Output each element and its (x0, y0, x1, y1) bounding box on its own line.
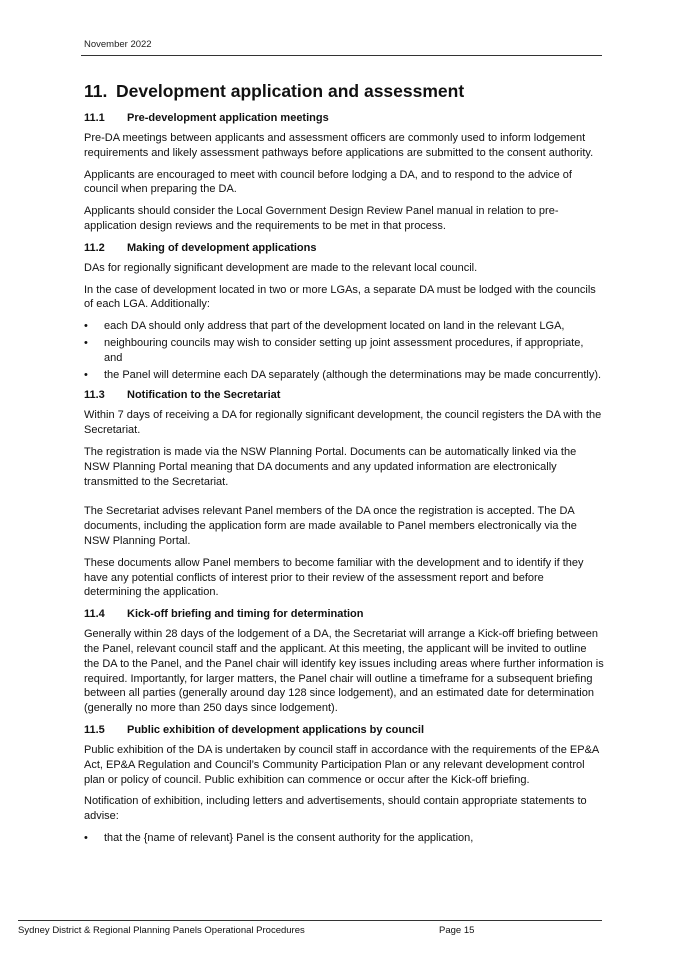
paragraph: Applicants should consider the Local Government Design Review Panel manual in relation to pre-application design reviews and the requirements to be met in that process. (84, 205, 559, 232)
list-item: • each DA should only address that part of the development located on land in the relevant LGA, (84, 320, 565, 333)
footer-divider (18, 920, 602, 921)
section-title: Making of development applications (127, 241, 317, 254)
list-item: • neighbouring councils may wish to consider setting up joint assessment procedures, if appropriate, and (84, 336, 584, 364)
section-heading-11-5 (84, 723, 604, 738)
list-item: • that the {name of relevant} Panel is the consent authority for the application, (84, 831, 474, 844)
bullet-icon: • (84, 336, 88, 349)
bullet-icon: • (84, 831, 88, 844)
footer-document-title: Sydney District & Regional Planning Panels Operational Procedures (18, 925, 305, 936)
section-heading-11-1 (84, 111, 604, 126)
section-number: 11.1 (84, 112, 105, 124)
bullet-list (84, 319, 604, 382)
section-heading-11-2 (84, 241, 604, 256)
section-number: 11.3 (84, 389, 105, 402)
section-heading-11-4 (84, 607, 604, 622)
section-number: 11.4 (84, 608, 105, 621)
paragraph: Notification of exhibition, including letters and advertisements, should contain appropriate statements to advise: (84, 795, 587, 823)
list-item: • the Panel will determine each DA separately (although the determinations may be made concurrently). (84, 368, 602, 381)
paragraph: These documents allow Panel members to become familiar with the development and to identify if they have any potential conflicts of interest prior to their review of the assessment report and before determining the application. (84, 556, 584, 599)
paragraph: Generally within 28 days of the lodgement of a DA, the Secretariat will arrange a Kick-off briefing between the Panel, relevant council staff and the applicant. At this meeting, the applicant will be invited to outline the DA to the Panel, and the Panel chair will identify key issues including areas where further information is required. Importantly, for larger matters, the Panel chair will outline a timeframe for a subsequent briefing between all parties (generally around day 128 since lodgement), and an estimated date for determination (generally no more than 250 days since lodgement). (84, 628, 604, 715)
section-title: Public exhibition of development applications by council (127, 723, 425, 736)
bullet-icon: • (84, 368, 88, 381)
header-divider (81, 55, 602, 56)
paragraph: The registration is made via the NSW Planning Portal. Documents can be automatically linked via the NSW Planning Portal meaning that DA documents and any updated information are electronically transmitted to the Secretariat. (84, 445, 577, 488)
bullet-icon: • (84, 320, 88, 333)
bullet-list (84, 831, 604, 846)
header-date: November 2022 (84, 39, 152, 50)
paragraph: The Secretariat advises relevant Panel members of the DA once the registration is accepted. The DA documents, including the application form are made available to Panel members electronically via the NSW Planning Portal. (84, 505, 577, 547)
spacer (84, 496, 604, 504)
section-title: Notification to the Secretariat (127, 389, 281, 402)
paragraph: Applicants are encouraged to meet with council before lodging a DA, and to respond to the advice of council when preparing the DA. (84, 168, 572, 196)
title-text: Development application and assessment (116, 81, 465, 101)
section-number: 11.2 (84, 241, 105, 254)
paragraph: Pre-DA meetings between applicants and assessment officers are commonly used to inform lodgement requirements and likely assessment pathways before applications are submitted to the consent authority. (84, 132, 594, 159)
paragraph: DAs for regionally significant development are made to the relevant local council. (84, 261, 478, 274)
page-number: Page 15 (439, 925, 475, 936)
section-title: Pre-development application meetings (127, 112, 329, 124)
section-title: Kick-off briefing and timing for determination (127, 608, 364, 621)
page-title (84, 80, 604, 102)
paragraph: Within 7 days of receiving a DA for regionally significant development, the council registers the DA with the Secretariat. (84, 409, 602, 437)
paragraph: Public exhibition of the DA is undertaken by council staff in accordance with the requirements of the EP&A Act, EP&A Regulation and Council’s Community Participation Plan or any relevant development control plan or policy of council. Public exhibition can commence or occur after the Kick-off briefing. (84, 743, 599, 786)
section-number: 11.5 (84, 723, 105, 736)
document-body (84, 80, 604, 852)
paragraph: In the case of development located in two or more LGAs, a separate DA must be lodged with the councils of each LGA. Additionally: (84, 283, 596, 311)
title-number: 11. (84, 81, 108, 101)
section-heading-11-3 (84, 388, 604, 403)
